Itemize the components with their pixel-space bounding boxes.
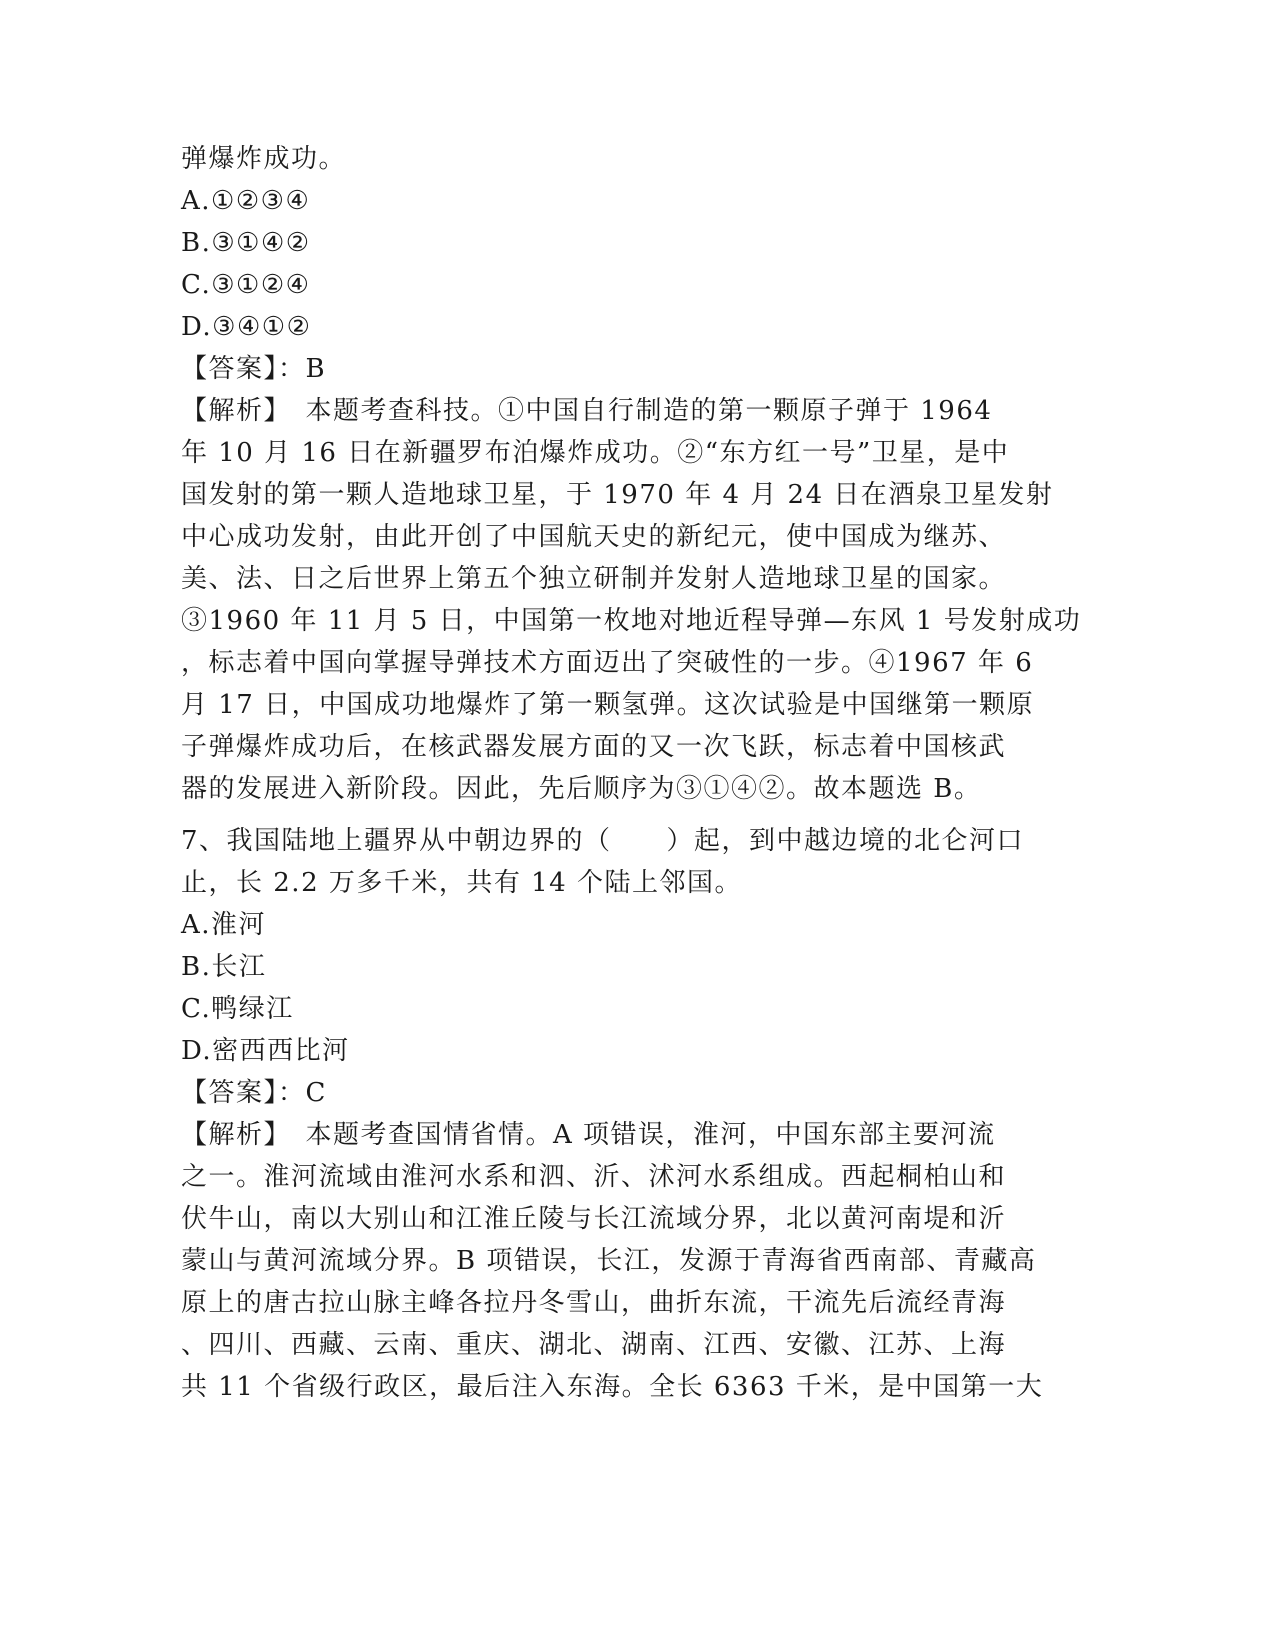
q7-analysis-line: 、四川、西藏、云南、重庆、湖北、湖南、江西、安徽、江苏、上海	[181, 1330, 1007, 1360]
section-gap	[181, 810, 1081, 820]
prev-analysis-line: 月 17 日，中国成功地爆炸了第一颗氢弹。这次试验是中国继第一颗原	[181, 690, 1035, 720]
prev-analysis-line: 年 10 月 16 日在新疆罗布泊爆炸成功。②“东方红一号”卫星，是中	[181, 438, 1010, 468]
q7-analysis-line: 原上的唐古拉山脉主峰各拉丹冬雪山，曲折东流，干流先后流经青海	[181, 1288, 1007, 1318]
document-page	[181, 138, 1081, 1408]
q7-analysis-line: 【解析】 本题考查国情省情。A 项错误，淮河，中国东部主要河流	[181, 1120, 996, 1150]
question-7-stem: 止，长 2.2 万多千米，共有 14 个陆上邻国。	[181, 868, 742, 898]
q7-analysis-line: 伏牛山，南以大别山和江淮丘陵与长江流域分界，北以黄河南堤和沂	[181, 1204, 1007, 1234]
q7-option-a: A.淮河	[181, 910, 267, 940]
prev-question-stem-tail: 弹爆炸成功。	[181, 144, 347, 174]
q7-option-c: C.鸭绿江	[181, 994, 294, 1024]
prev-option-d: D.③④①②	[181, 312, 312, 342]
prev-analysis-line: 子弹爆炸成功后，在核武器发展方面的又一次飞跃，标志着中国核武	[181, 732, 1007, 762]
prev-analysis-line: 【解析】 本题考查科技。①中国自行制造的第一颗原子弹于 1964	[181, 396, 993, 426]
prev-analysis-line: ，标志着中国向掌握导弹技术方面迈出了突破性的一步。④1967 年 6	[181, 648, 1034, 678]
q7-option-b: B.长江	[181, 952, 267, 982]
prev-answer: 【答案】：B	[181, 354, 327, 384]
prev-analysis-line: 器的发展进入新阶段。因此，先后顺序为③①④②。故本题选 B。	[181, 774, 982, 804]
prev-option-b: B.③①④②	[181, 228, 311, 258]
question-7-stem: 7、我国陆地上疆界从中朝边界的（ ）起，到中越边境的北仑河口	[181, 826, 1025, 856]
q7-option-d: D.密西西比河	[181, 1036, 350, 1066]
q7-answer: 【答案】：C	[181, 1078, 327, 1108]
prev-option-c: C.③①②④	[181, 270, 311, 300]
prev-analysis-line: 美、法、日之后世界上第五个独立研制并发射人造地球卫星的国家。	[181, 564, 1007, 594]
prev-analysis-line: 国发射的第一颗人造地球卫星，于 1970 年 4 月 24 日在酒泉卫星发射	[181, 480, 1054, 510]
q7-analysis-line: 蒙山与黄河流域分界。B 项错误，长江，发源于青海省西南部、青藏高	[181, 1246, 1037, 1276]
prev-analysis-line: 中心成功发射，由此开创了中国航天史的新纪元，使中国成为继苏、	[181, 522, 1007, 552]
q7-analysis-line: 共 11 个省级行政区，最后注入东海。全长 6363 千米，是中国第一大	[181, 1372, 1044, 1402]
prev-analysis-line: ③1960 年 11 月 5 日，中国第一枚地对地近程导弹—东风 1 号发射成功	[181, 606, 1082, 636]
prev-option-a: A.①②③④	[181, 186, 311, 216]
q7-analysis-line: 之一。淮河流域由淮河水系和泗、沂、沭河水系组成。西起桐柏山和	[181, 1162, 1007, 1192]
